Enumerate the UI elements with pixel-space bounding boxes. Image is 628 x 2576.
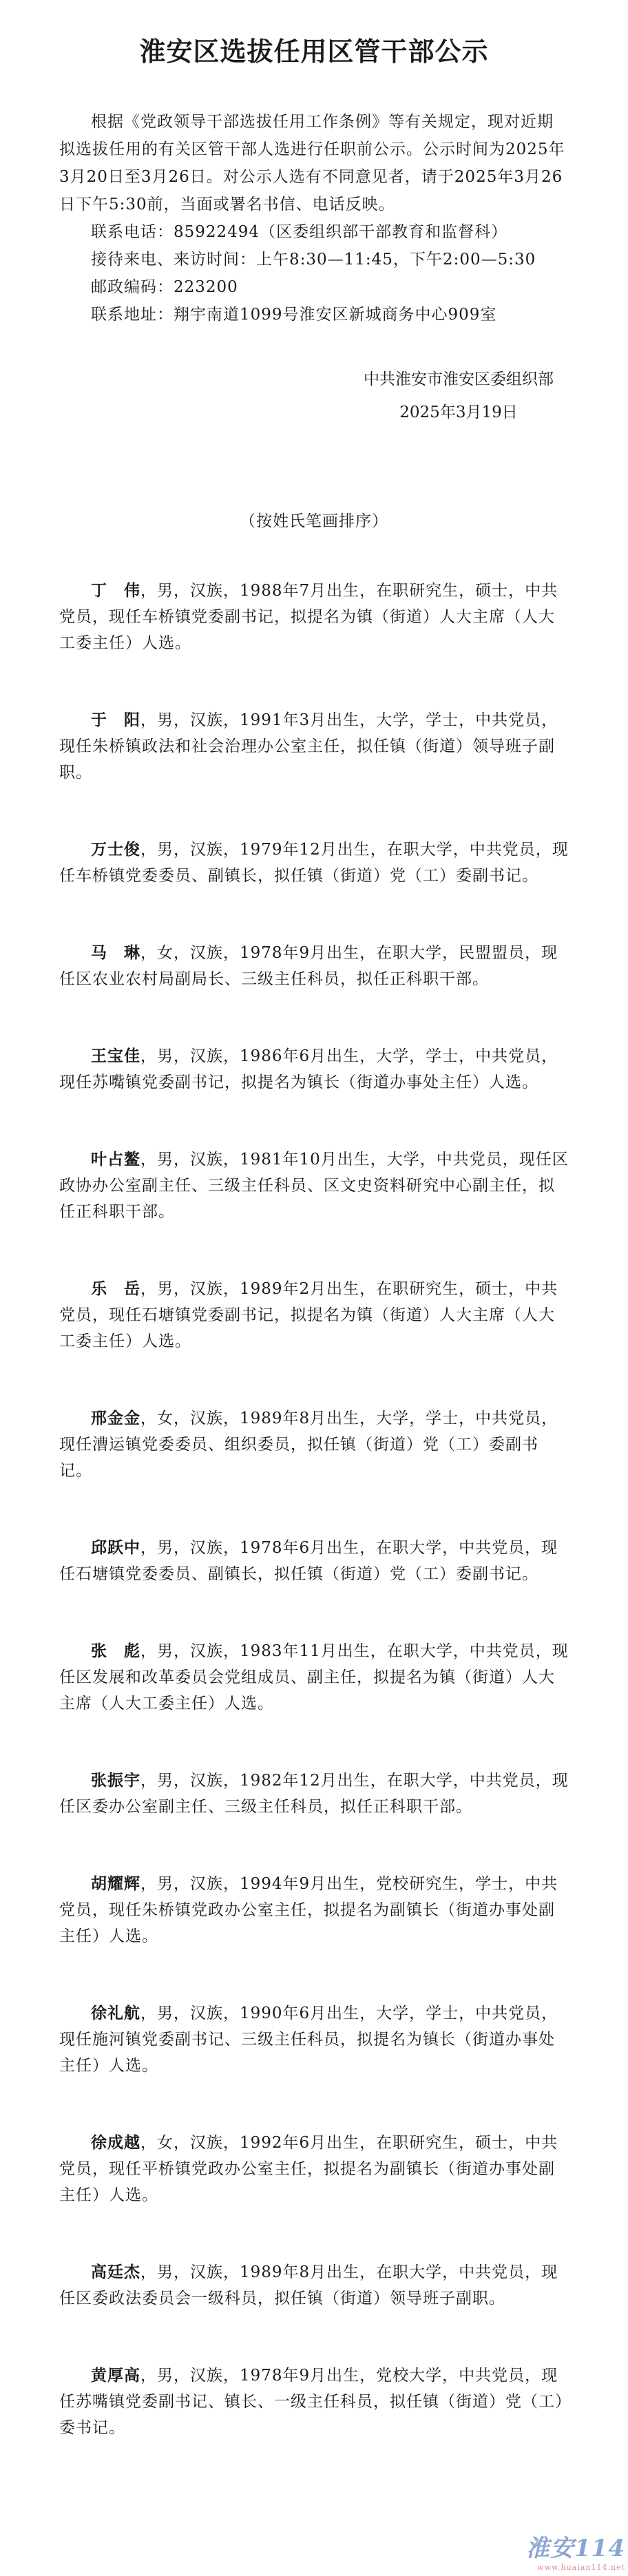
candidate-details: ，男，汉族，1991年3月出生，大学，学士，中共党员，现任朱桥镇政法和社会治理办公室主任，拟任镇（街道）领导班子副职。 [59,711,558,782]
intro-block [59,108,569,328]
candidate-entry [59,578,569,656]
candidate-details: ，男，汉族，1990年6月出生，大学，学士，中共党员，现任施河镇党委副书记、三级主任科员，拟提名为镇长（街道办事处主任）人选。 [59,2004,558,2075]
candidate-entry [59,1768,569,1820]
candidate-entry [59,2000,569,2079]
candidate-details: ，女，汉族，1989年8月出生，大学，学士，中共党员，现任漕运镇党委委员、组织委员，拟任镇（街道）党（工）委副书记。 [59,1410,558,1480]
candidate-name: 徐礼航 [91,2004,140,2023]
signature-block [59,363,569,429]
candidate-details: ，男，汉族，1981年10月出生，大学，中共党员，现任区政协办公室副主任、三级主任科员、区文史资料研究中心副主任，拟任正科职干部。 [59,1151,569,1222]
signature-org: 中共淮安市淮安区委组织部 [364,370,554,389]
candidate-entry [59,837,569,889]
candidate-entry [59,1871,569,1949]
candidate-name: 张 彪 [91,1642,140,1661]
candidate-details: ，男，汉族，1982年12月出生，在职大学，中共党员，现任区委办公室副主任、三级主任科员，拟任正科职干部。 [59,1772,569,1816]
contact-postcode: 邮政编码：223200 [91,278,238,297]
candidate-name: 胡耀辉 [91,1874,140,1894]
candidate-entry [59,707,569,786]
candidate-details: ，男，汉族，1994年9月出生，党校研究生，学士，中共党员，现任朱桥镇党政办公室主任，拟提名为副镇长（街道办事处副主任）人选。 [59,1875,558,1946]
candidate-name: 邢金金 [91,1409,140,1428]
candidate-name: 丁 伟 [91,581,140,600]
candidate-entry [59,1276,569,1354]
candidate-name: 乐 岳 [91,1279,140,1299]
contact-hours: 接待来电、来访时间：上午8:30—11:45，下午2:00—5:30 [91,251,536,269]
contact-address: 联系地址：翔宇南道1099号淮安区新城商务中心909室 [91,306,497,324]
watermark-sub: www.huaian114.net [537,2563,625,2572]
candidate-entry [59,1146,569,1225]
candidate-details: ，男，汉族，1978年6月出生，在职大学，中共党员，现任石塘镇党委委员、副镇长，拟任镇（街道）党（工）委副书记。 [59,1539,558,1584]
candidate-details: ，男，汉族，1978年9月出生，党校大学，中共党员，现任苏嘴镇党委副书记、镇长、一级主任科员，拟任镇（街道）党（工）委书记。 [59,2367,564,2438]
candidate-name: 黄厚高 [91,2366,140,2385]
candidate-entry [59,1638,569,1717]
candidate-details: ，男，汉族，1989年2月出生，在职研究生，硕士，中共党员，现任石塘镇党委副书记，拟提名为镇（街道）人大主席（人大工委主任）人选。 [59,1280,558,1351]
candidate-entry [59,1535,569,1587]
candidate-name: 张振宇 [91,1771,140,1790]
candidate-name: 高廷杰 [91,2263,140,2282]
candidate-details: ，男，汉族，1979年12月出生，在职大学，中共党员，现任车桥镇党委委员、副镇长，拟任镇（街道）党（工）委副书记。 [59,841,569,886]
watermark-logo [526,2529,625,2572]
candidate-details: ，女，汉族，1992年6月出生，在职研究生，硕士，中共党员，现任平桥镇党政办公室主任，拟提名为副镇长（街道办事处副主任）人选。 [59,2134,558,2205]
sort-note: （按姓氏笔画排序） [240,512,388,531]
candidate-details: ，女，汉族，1978年9月出生，在职大学，民盟盟员，现任区农业农村局副局长、三级主任科员，拟任正科职干部。 [59,944,558,989]
candidate-name: 王宝佳 [91,1047,140,1066]
candidate-name: 徐成越 [91,2133,140,2153]
candidate-details: ，男，汉族，1989年8月出生，在职大学，中共党员，现任区委政法委员会一级科员，拟任镇（街道）领导班子副职。 [59,2263,558,2308]
intro-paragraph: 根据《党政领导干部选拔任用工作条例》等有关规定，现对近期拟选拔任用的有关区管干部人选进行任职前公示。公示时间为2025年3月20日至3月26日。对公示人选有不同意见者，请于2025年3月26日下午5:30前，当面或署名书信、电话反映。 [59,113,565,214]
contact-phone: 联系电话：85922494（区委组织部干部教育和监督科） [91,223,508,242]
candidate-details: ，男，汉族，1988年7月出生，在职研究生，硕士，中共党员，现任车桥镇党委副书记，拟提名为镇（街道）人大主席（人大工委主任）人选。 [59,582,558,653]
candidate-name: 于 阳 [91,711,140,730]
candidate-details: ，男，汉族，1986年6月出生，大学，学士，中共党员，现任苏嘴镇党委副书记，拟提名为镇长（街道办事处主任）人选。 [59,1047,558,1092]
watermark-main: 淮安114 [526,2535,625,2562]
page-title: 淮安区选拔任用区管干部公示 [139,36,489,67]
candidate-list [59,578,569,2441]
candidate-name: 马 琳 [91,943,140,963]
candidate-entry [59,1405,569,1484]
signature-date: 2025年3月19日 [399,404,518,422]
candidate-name: 万士俊 [91,840,140,859]
candidate-entry [59,2259,569,2312]
candidate-name: 叶占鳌 [91,1150,140,1169]
candidate-entry [59,1043,569,1096]
candidate-entry [59,2363,569,2441]
candidate-name: 邱跃中 [91,1538,140,1558]
candidate-entry [59,2130,569,2208]
candidate-details: ，男，汉族，1983年11月出生，在职大学，中共党员，现任区发展和改革委员会党组成员、副主任，拟提名为镇（街道）人大主席（人大工委主任）人选。 [59,1642,569,1713]
candidate-entry [59,940,569,992]
